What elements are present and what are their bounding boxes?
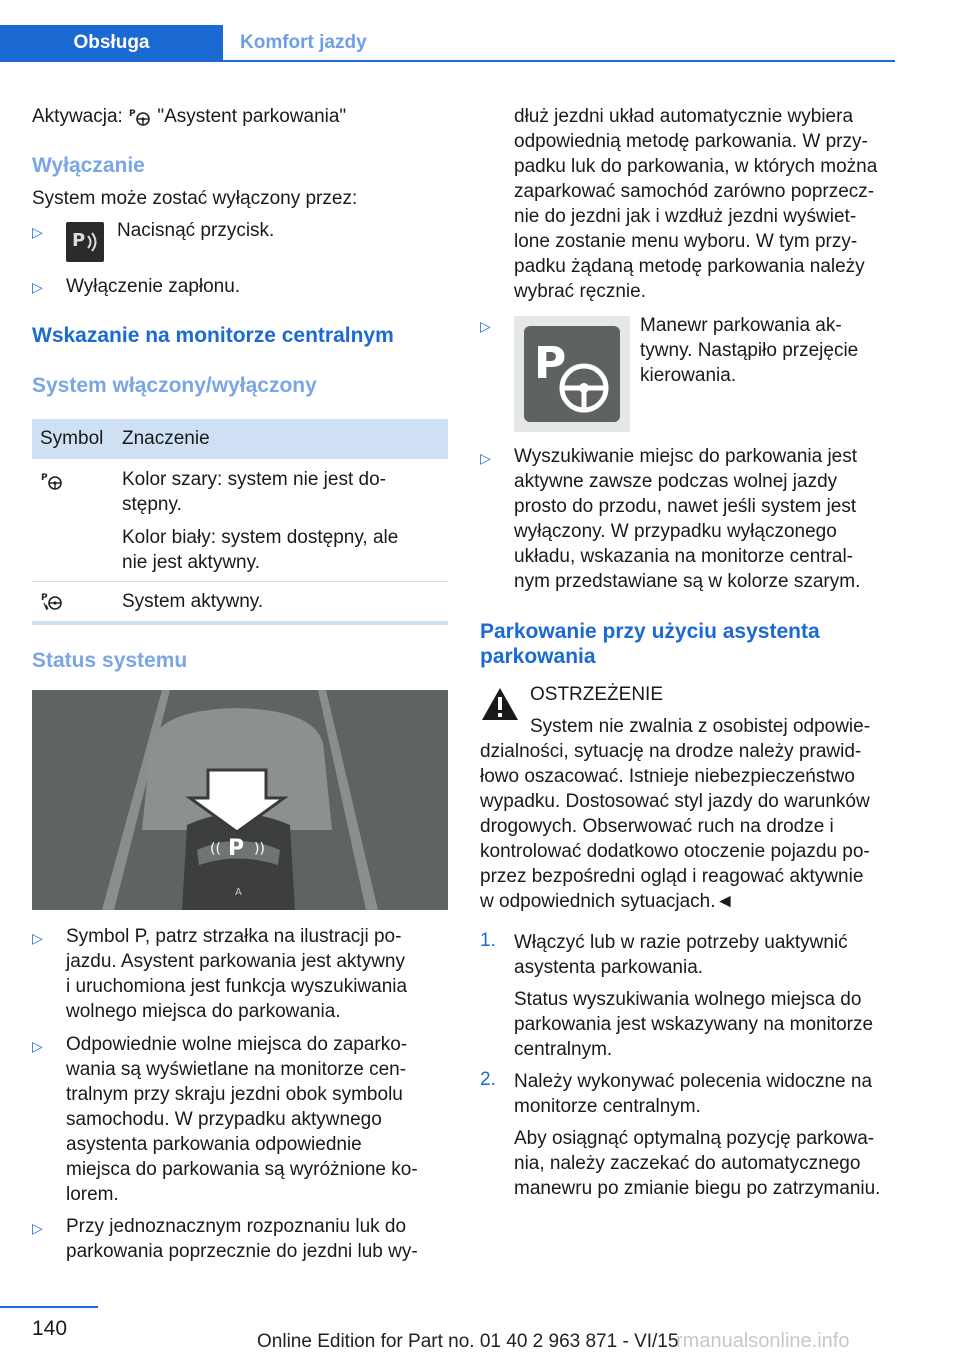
list3-l2: parkowania poprzecznie do jezdni lub wy-: [66, 1241, 418, 1262]
off-item-button: Nacisnąć przycisk.: [117, 220, 275, 241]
list2-l7: lorem.: [66, 1184, 119, 1205]
list2-l5: asystenta parkowania odpowiednie: [66, 1134, 362, 1155]
step1-note-l1: Status wyszukiwania wolnego miejsca do: [514, 989, 862, 1010]
bullet-icon: ▷: [32, 279, 43, 295]
bullet-icon: ▷: [32, 224, 43, 240]
cont-l4: zaparkować samochód zarówno poprzecz-: [514, 181, 875, 202]
cont-l7: padku żądaną metodę parkowania należy: [514, 256, 865, 277]
svg-text:P: P: [72, 230, 86, 251]
warning-l6: przez bezpośredni ogląd i reagować aktywnie: [480, 866, 864, 887]
list2-l4: samochodu. W przypadku aktywnego: [66, 1109, 382, 1130]
row1-line4: nie jest aktywny.: [122, 552, 260, 573]
row1-line2: stępny.: [122, 494, 182, 515]
heading-parking-2: parkowania: [480, 645, 596, 668]
activation-value: "Asystent parkowania": [157, 106, 347, 127]
warning-l2: łowo oszacować. Istnieje niebezpieczeństwo: [480, 766, 855, 787]
warning-l5: kontrolować dodatkowo otoczenie pojazdu po-: [480, 841, 870, 862]
svg-text:P: P: [41, 473, 48, 483]
heading-display: Wskazanie na monitorze centralnym: [32, 324, 394, 347]
step2-note-l2: nia, należy zaczekać do automatycznego: [514, 1153, 861, 1174]
step1-l2: asystenta parkowania.: [514, 957, 704, 978]
heading-onoff: System włączony/wyłączony: [32, 374, 317, 397]
svg-text:P: P: [41, 593, 48, 603]
bullet-icon: ▷: [32, 930, 43, 946]
warning-l7: w odpowiednich sytuacjach.◄: [480, 891, 735, 912]
footer-divider: [0, 1306, 98, 1308]
row1-line1: Kolor szary: system nie jest do-: [122, 469, 386, 490]
table-header: [32, 419, 448, 459]
search-l2: aktywne zawsze podczas wolnej jazdy: [514, 471, 838, 492]
off-item-ignition: Wyłączenie zapłonu.: [66, 276, 241, 297]
park-button-icon: [66, 222, 104, 262]
step1-l1: Włączyć lub w razie potrzeby uaktywnić: [514, 932, 848, 953]
page-number: 140: [32, 1317, 68, 1340]
list2-l6: miejsca do parkowania są wyróżnione ko-: [66, 1159, 418, 1180]
maneuver-icon-frame: [514, 316, 630, 432]
step2-note-l3: manewru po zmianie biegu po zatrzymaniu.: [514, 1178, 881, 1199]
bullet-icon: ▷: [32, 1038, 43, 1054]
list1-l4: wolnego miejsca do parkowania.: [66, 1001, 341, 1022]
bullet-icon: ▷: [32, 1220, 43, 1236]
cont-l3: padku luk do parkowania, w których można: [514, 156, 878, 177]
page-header: [0, 0, 895, 62]
row2: System aktywny.: [122, 591, 264, 612]
steering-wheel-park-icon: [514, 316, 630, 432]
step1-note-l2: parkowania jest wskazywany na monitorze: [514, 1014, 874, 1035]
cont-l8: wybrać ręcznie.: [514, 281, 646, 302]
list3-l1: Przy jednoznacznym rozpoznaniu luk do: [66, 1216, 407, 1237]
svg-text:P: P: [534, 338, 567, 389]
svg-text:((: ((: [210, 841, 221, 857]
watermark: rmanualsonline.info: [676, 1330, 850, 1352]
park-assist-icon: [128, 107, 152, 127]
bullet-icon: ▷: [480, 318, 491, 334]
col-meaning: Znaczenie: [122, 428, 210, 449]
list2-l1: Odpowiednie wolne miejsca do zaparko-: [66, 1034, 408, 1055]
activation-line: [32, 104, 346, 129]
list1-l3: i uruchomiona jest funkcja wyszukiwania: [66, 976, 408, 997]
svg-text:)): )): [254, 841, 265, 857]
search-l4: wyłączony. W przypadku wyłączonego: [514, 521, 837, 542]
svg-text:A: A: [235, 887, 242, 898]
row1-line3: Kolor biały: system dostępny, ale: [122, 527, 399, 548]
list1-l2: jazdu. Asystent parkowania jest aktywny: [66, 951, 406, 972]
warning-first: System nie zwalnia z osobistej odpowie-: [530, 716, 871, 737]
list2-l2: wania są wyświetlane na monitorze cen-: [66, 1059, 407, 1080]
table-end: [32, 621, 448, 625]
cont-l6: lone zostanie menu wyboru. W tym przy-: [514, 231, 858, 252]
list1-l1: Symbol P, patrz strzałka na ilustracji po-: [66, 926, 402, 947]
search-l3: prosto do przodu, nawet jeśli system jest: [514, 496, 857, 517]
maneuver-l1: Manewr parkowania ak-: [640, 315, 842, 336]
warning-icon: [480, 686, 520, 722]
svg-text:P: P: [129, 108, 136, 119]
park-assist-active-icon: [40, 591, 64, 611]
step1-note-l3: centralnym.: [514, 1039, 613, 1060]
heading-parking-1: Parkowanie przy użyciu asystenta: [480, 620, 820, 643]
maneuver-l2: tywny. Nastąpiło przejęcie: [640, 340, 859, 361]
col-symbol: Symbol: [40, 428, 104, 449]
step2-number: 2.: [480, 1069, 496, 1090]
warning-l3: wypadku. Dostosować styl jazdy do warunków: [480, 791, 870, 812]
bullet-icon: ▷: [480, 450, 491, 466]
status-illustration: [32, 690, 448, 910]
step1-number: 1.: [480, 930, 496, 951]
svg-text:P: P: [228, 836, 245, 861]
cont-l2: odpowiednią metodę parkowania. W przy-: [514, 131, 868, 152]
cont-l5: nie do jezdni jak i wzdłuż jezdni wyświet-: [514, 206, 857, 227]
search-l5: układu, wskazania na monitorze central-: [514, 546, 854, 567]
search-l6: nym przedstawiane są w kolorze szarym.: [514, 571, 861, 592]
warning-title: OSTRZEŻENIE: [530, 684, 664, 705]
heading-status: Status systemu: [32, 649, 188, 672]
off-intro: System może zostać wyłączony przez:: [32, 188, 358, 209]
header-divider: [0, 60, 895, 62]
activation-label: Aktywacja:: [32, 106, 123, 127]
table-row-divider: [32, 581, 448, 582]
maneuver-l3: kierowania.: [640, 365, 737, 386]
step2-l2: monitorze centralnym.: [514, 1096, 701, 1117]
park-assist-icon: [40, 471, 64, 491]
warning-l1: dzialności, sytuację na drodze należy prawid-: [480, 741, 862, 762]
heading-off: Wyłączanie: [32, 154, 145, 177]
list2-l3: tralnym przy skraju jezdni obok symbolu: [66, 1084, 403, 1105]
step2-note-l1: Aby osiągnąć optymalną pozycję parkowa-: [514, 1128, 875, 1149]
cont-l1: dłuż jezdni układ automatycznie wybiera: [514, 106, 854, 127]
step2-l1: Należy wykonywać polecenia widoczne na: [514, 1071, 873, 1092]
tab-komfort-jazdy[interactable]: Komfort jazdy: [240, 32, 367, 53]
edition-text: Online Edition for Part no. 01 40 2 963 871 - VI/15: [257, 1331, 679, 1352]
search-l1: Wyszukiwanie miejsc do parkowania jest: [514, 446, 858, 467]
tab-obsluga[interactable]: Obsługa: [0, 25, 223, 61]
warning-l4: drogowych. Obserwować ruch na drodze i: [480, 816, 834, 837]
